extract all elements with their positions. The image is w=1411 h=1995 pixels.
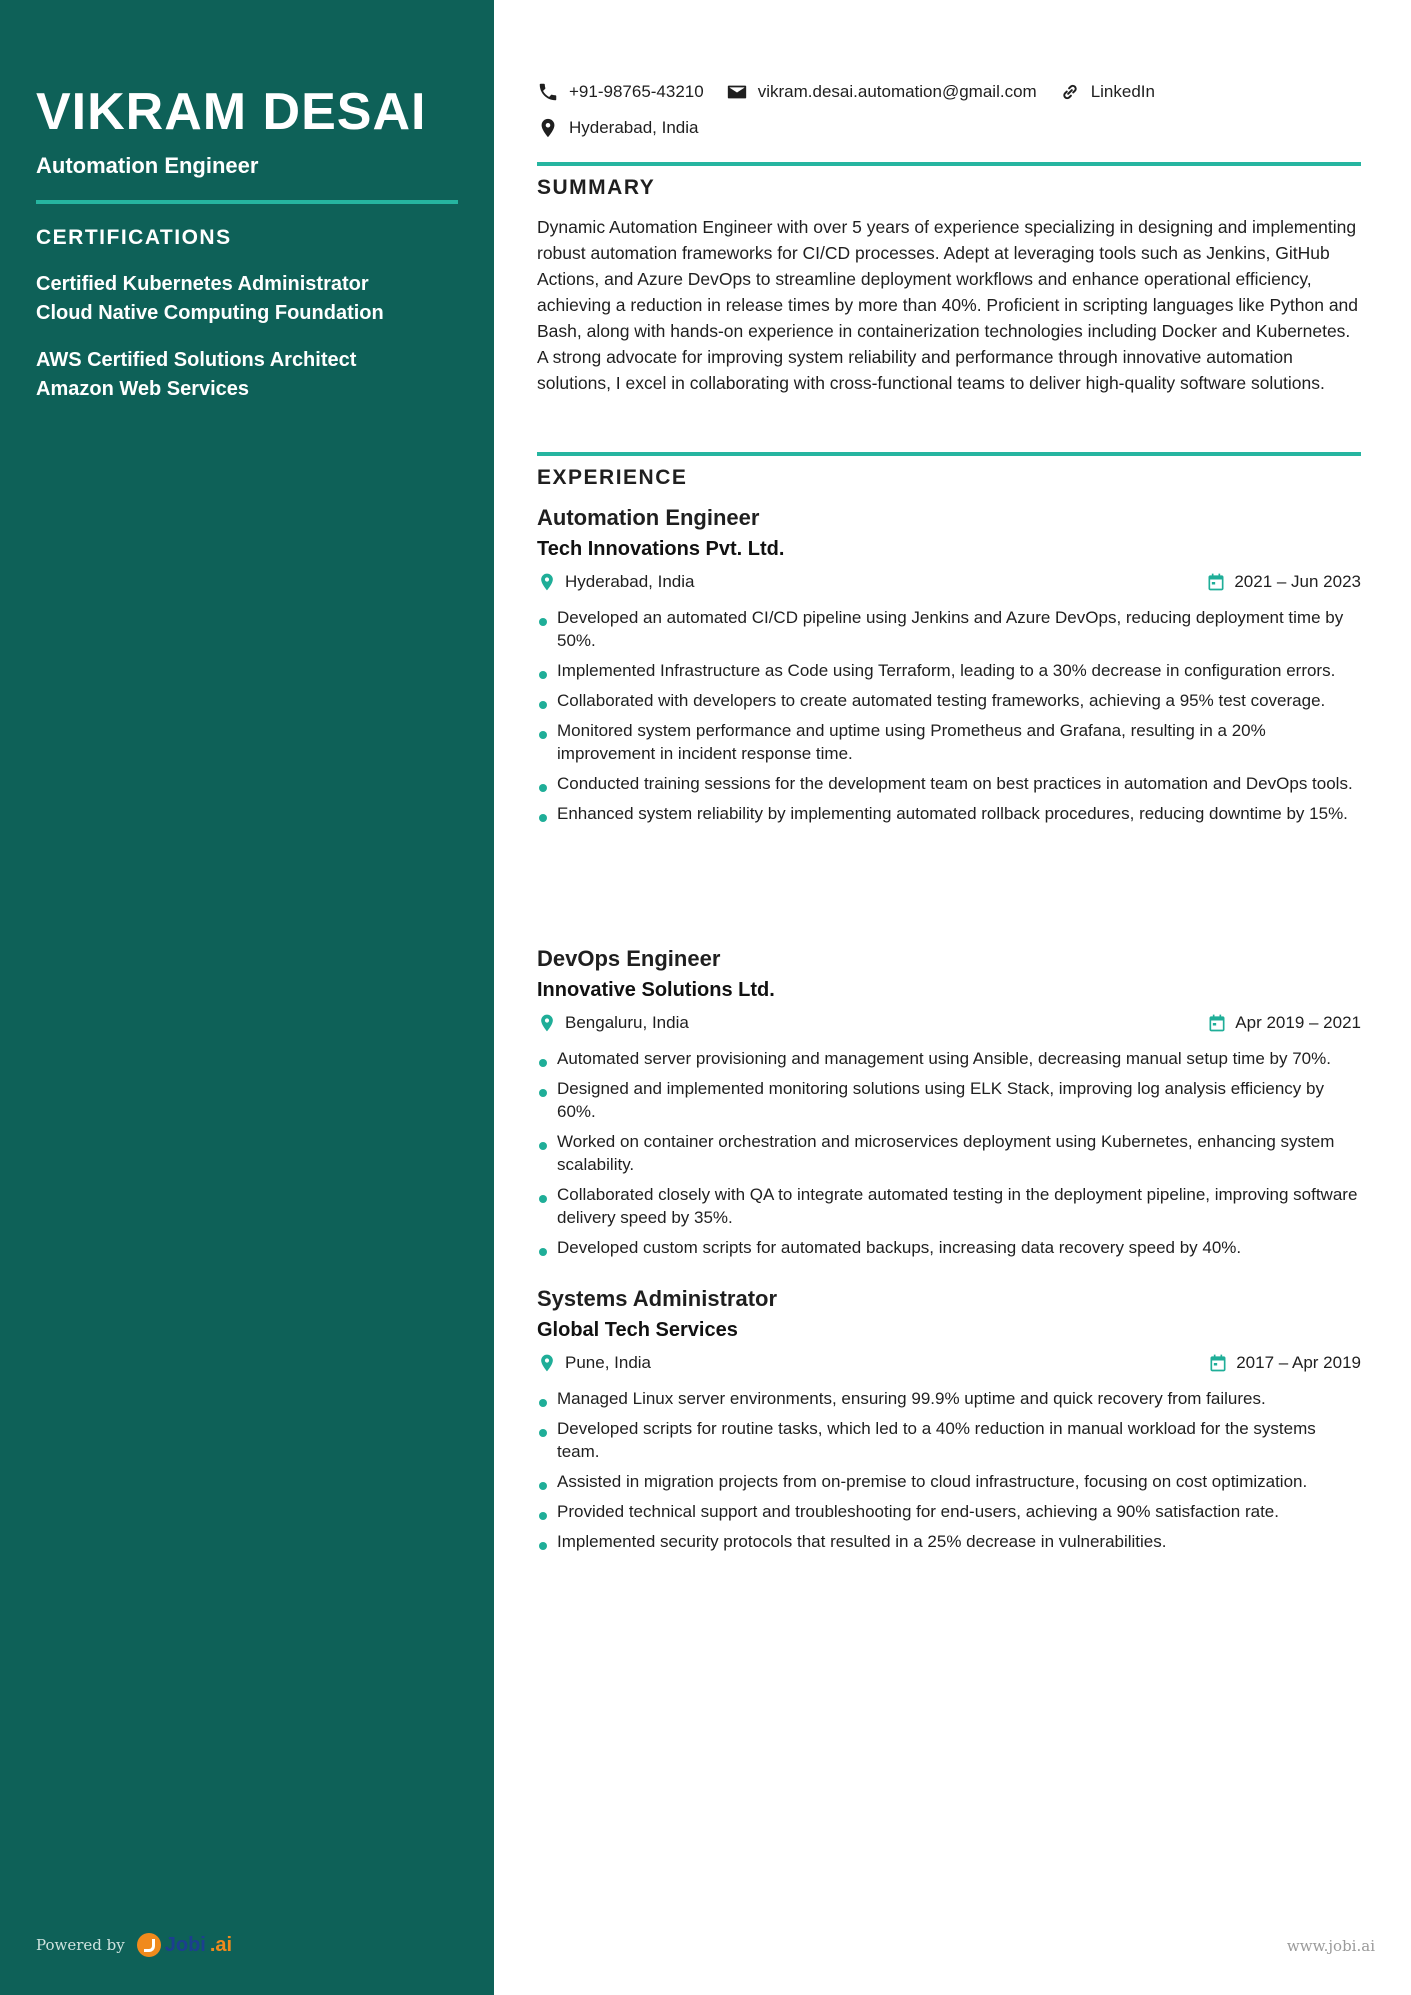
- section-divider: [537, 162, 1361, 166]
- list-item: Automated server provisioning and management using Ansible, decreasing manual setup time by 70%.: [537, 1047, 1361, 1070]
- job-entry: [537, 1285, 1361, 1560]
- job-location-text: Bengaluru, India: [565, 1013, 689, 1032]
- job-location: [537, 1011, 689, 1035]
- location-pin-icon: [537, 117, 559, 139]
- linkedin-text: LinkedIn: [1090, 82, 1155, 101]
- job-title: DevOps Engineer: [537, 946, 721, 971]
- job-meta: [537, 1351, 1361, 1375]
- contact-row: [537, 116, 698, 140]
- summary-text: Dynamic Automation Engineer with over 5 years of experience specializing in designing and implementing robust automation frameworks for CI/CD processes. Adept at leveraging tools such as Jenkins, GitHub Actions, and Azure DevOps to streamline deployment workflows and enhance operational efficiency, achieving a reduction in release times by more than 40%. Proficient in scripting languages like Python and Bash, along with hands-on experience in containerization technologies including Docker and Kubernetes. A strong advocate for improving system reliability and performance through innovative automation solutions, I excel in collaborating with cross-functional teams to deliver high-quality software solutions.: [537, 217, 1359, 393]
- list-item: Assisted in migration projects from on-premise to cloud infrastructure, focusing on cost optimization.: [537, 1470, 1361, 1493]
- contact-email[interactable]: [726, 80, 1037, 104]
- contact-linkedin[interactable]: [1059, 80, 1155, 104]
- contact-location: [537, 116, 698, 140]
- candidate-title: Automation Engineer: [36, 153, 259, 178]
- job-location-text: Hyderabad, India: [565, 572, 695, 591]
- contact-phone[interactable]: [537, 80, 704, 104]
- job-location: [537, 570, 694, 594]
- contact-row: [537, 80, 1155, 104]
- summary-heading: SUMMARY: [537, 176, 656, 199]
- job-meta: [537, 1011, 1361, 1035]
- list-item: Provided technical support and troubleshooting for end-users, achieving a 90% satisfaction rate.: [537, 1500, 1361, 1523]
- sidebar-divider: [36, 200, 458, 204]
- email-text: vikram.desai.automation@gmail.com: [757, 82, 1037, 101]
- list-item: Collaborated with developers to create automated testing frameworks, achieving a 95% test coverage.: [537, 689, 1361, 712]
- list-item: Managed Linux server environments, ensuring 99.9% uptime and quick recovery from failures.: [537, 1387, 1361, 1410]
- job-entry: [537, 945, 1361, 1266]
- list-item: Enhanced system reliability by implementing automated rollback procedures, reducing downtime by 15%.: [537, 802, 1361, 825]
- certification-issuer: Cloud Native Computing Foundation: [36, 302, 384, 324]
- powered-by-label: Powered by: [36, 1936, 125, 1954]
- list-item: Designed and implemented monitoring solutions using ELK Stack, improving log analysis efficiency by 60%.: [537, 1077, 1361, 1123]
- job-location: [537, 1351, 651, 1375]
- list-item: Developed custom scripts for automated backups, increasing data recovery speed by 40%.: [537, 1236, 1361, 1259]
- job-dates-text: 2021 – Jun 2023: [1234, 572, 1361, 591]
- list-item: Worked on container orchestration and microservices deployment using Kubernetes, enhancing system scalability.: [537, 1130, 1361, 1176]
- calendar-icon: [1206, 572, 1226, 592]
- job-title: Systems Administrator: [537, 1286, 778, 1311]
- list-item: Monitored system performance and uptime using Prometheus and Grafana, resulting in a 20% improvement in incident response time.: [537, 719, 1361, 765]
- calendar-icon: [1207, 1013, 1227, 1033]
- jobi-logo-suffix: .ai: [209, 1933, 233, 1956]
- certification-name: AWS Certified Solutions Architect: [36, 349, 357, 371]
- candidate-name: VIKRAM DESAI: [36, 83, 427, 141]
- experience-heading: EXPERIENCE: [537, 466, 688, 489]
- location-text: Hyderabad, India: [569, 118, 699, 137]
- jobi-logo-word: Jobi: [164, 1933, 206, 1956]
- mail-icon: [726, 81, 748, 103]
- list-item: Implemented Infrastructure as Code using Terraform, leading to a 30% decrease in configuration errors.: [537, 659, 1361, 682]
- certifications-heading: CERTIFICATIONS: [36, 226, 232, 249]
- job-company: Innovative Solutions Ltd.: [537, 979, 775, 1001]
- location-pin-icon: [537, 1013, 557, 1033]
- job-meta: [537, 570, 1361, 594]
- job-entry: [537, 504, 1361, 832]
- job-location-text: Pune, India: [565, 1353, 652, 1372]
- job-company: Global Tech Services: [537, 1319, 738, 1341]
- job-title: Automation Engineer: [537, 505, 760, 530]
- job-dates-text: Apr 2019 – 2021: [1235, 1013, 1361, 1032]
- certification-issuer: Amazon Web Services: [36, 378, 250, 400]
- list-item: Developed scripts for routine tasks, which led to a 40% reduction in manual workload for the systems team.: [537, 1417, 1361, 1463]
- footer-url[interactable]: www.jobi.ai: [1286, 1937, 1375, 1955]
- calendar-icon: [1208, 1353, 1228, 1373]
- list-item: Collaborated closely with QA to integrate automated testing in the deployment pipeline, improving software delivery speed by 35%.: [537, 1183, 1361, 1229]
- certification-name: Certified Kubernetes Administrator: [36, 273, 369, 295]
- jobi-logo[interactable]: [137, 1933, 232, 1957]
- job-dates-text: 2017 – Apr 2019: [1236, 1353, 1361, 1372]
- section-divider: [537, 452, 1361, 456]
- list-item: Implemented security protocols that resulted in a 25% decrease in vulnerabilities.: [537, 1530, 1361, 1553]
- location-pin-icon: [537, 1353, 557, 1373]
- job-bullets: [537, 1387, 1361, 1553]
- list-item: Conducted training sessions for the development team on best practices in automation and DevOps tools.: [537, 772, 1361, 795]
- certification-item: [36, 346, 458, 404]
- job-company: Tech Innovations Pvt. Ltd.: [537, 538, 785, 560]
- phone-text: +91-98765-43210: [569, 82, 704, 101]
- job-dates: [1208, 1351, 1361, 1375]
- jobi-logo-icon: [137, 1933, 161, 1957]
- job-bullets: [537, 606, 1361, 825]
- link-icon: [1059, 81, 1081, 103]
- certification-item: [36, 270, 458, 328]
- job-dates: [1206, 570, 1361, 594]
- phone-icon: [537, 81, 559, 103]
- powered-by: [36, 1933, 232, 1957]
- job-bullets: [537, 1047, 1361, 1259]
- location-pin-icon: [537, 572, 557, 592]
- list-item: Developed an automated CI/CD pipeline using Jenkins and Azure DevOps, reducing deployment time by 50%.: [537, 606, 1361, 652]
- sidebar: [0, 0, 494, 1995]
- job-dates: [1207, 1011, 1361, 1035]
